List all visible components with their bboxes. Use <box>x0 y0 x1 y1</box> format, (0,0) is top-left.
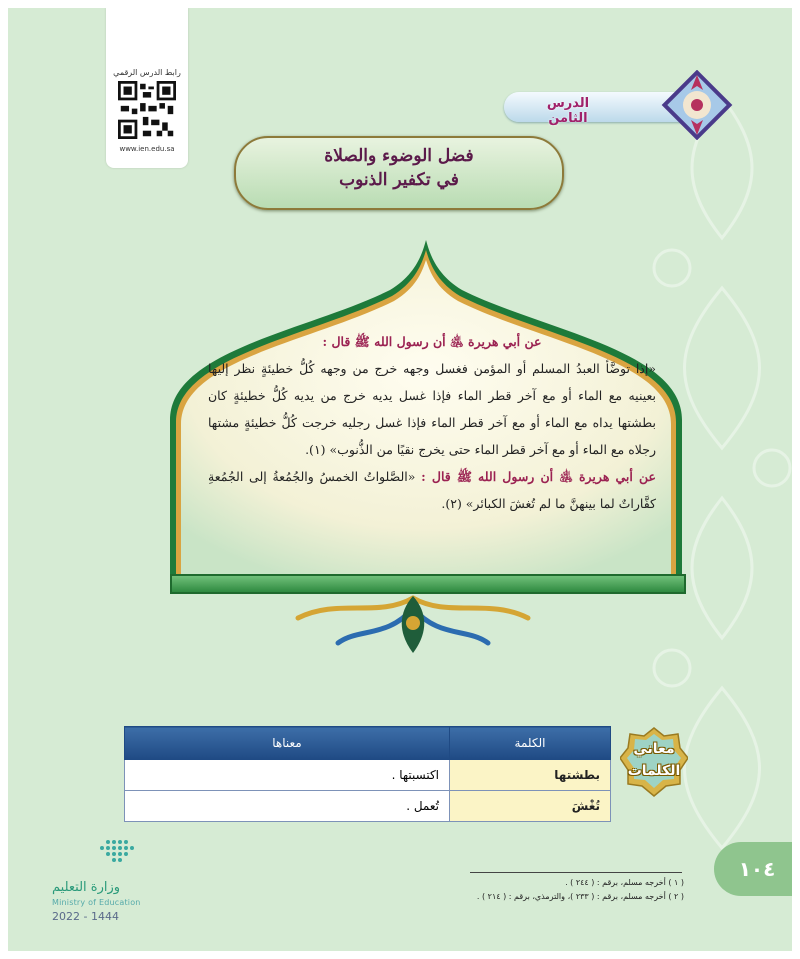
qr-block[interactable] <box>106 8 188 168</box>
vocab-word: بطشتها <box>450 760 611 791</box>
floral-ornament-icon <box>278 588 548 658</box>
hadith-text <box>208 328 656 517</box>
vocab-meaning: اكتسبتها . <box>125 760 450 791</box>
footnote-rule <box>470 872 682 873</box>
footnotes <box>398 876 684 904</box>
hadith-text-2: «الصَّلواتُ الخمسُ والجُمُعةُ إلى الجُمُعةِ كفَّاراتٌ لما بينهنَّ ما لم تُغشَ الكبائر» (٢). <box>208 469 656 511</box>
lesson-label: الدرس الثامن <box>546 96 590 126</box>
vocab-meaning: تُعمل . <box>125 791 450 822</box>
page <box>8 8 792 951</box>
ministry-name-en: Ministry of Education <box>52 898 141 907</box>
lesson-emblem-icon <box>658 70 736 140</box>
vocab-table <box>124 726 611 822</box>
header-word: الكلمة <box>450 727 611 760</box>
header-meaning: معناها <box>125 727 450 760</box>
table-row <box>125 760 611 791</box>
vocab-badge-line1: معاني <box>633 741 675 757</box>
hadith-text-1: «إذا توضَّأ العبدُ المسلم أو المؤمن فغسل وجهه خرج من وجهه كُلُّ خطيئةٍ نظر إليها بعينيه مع الماء أو مع آخر قطر الماء فإذا غسل يديه خرج من يديه كُلُّ خطيئةٍ كان بطشتها يداه مع الماء أو مع آخر قطر الماء فإذا غسل رجليه خرجت كُلُّ خطيئةٍ مشتها رجلاه مع الماء أو مع آخر قطر الماء حتى يخرج نقيًا من الذُّنوب» (١). <box>208 361 656 457</box>
vocab-table-header <box>125 727 611 760</box>
hadith-narrator-2: عن أبي هريرة ﵁ أن رسول الله ﷺ قال : <box>421 469 656 484</box>
ministry-name-ar: وزارة التعليم <box>52 880 121 895</box>
vocab-badge-label <box>620 738 688 782</box>
vocab-badge-line2: الكلمات <box>627 763 681 779</box>
hadith-narrator-1: عن أبي هريرة ﵁ أن رسول الله ﷺ قال : <box>322 334 542 349</box>
footnote-2: ( ٢ ) أخرجه مسلم، برقم : ( ٢٣٣ )، والترمذي، برقم : ( ٢١٤ ) . <box>476 892 684 901</box>
qr-label: رابط الدرس الرقمي <box>113 68 181 77</box>
ministry-year: 2022 - 1444 <box>52 910 119 923</box>
lesson-title-line1: فضل الوضوء والصلاة <box>324 146 474 166</box>
qr-code-icon[interactable] <box>118 81 176 139</box>
vocab-word: تُغْشَ <box>450 791 611 822</box>
table-row <box>125 791 611 822</box>
qr-url: www.ien.edu.sa <box>119 145 175 153</box>
page-number: ١٠٤ <box>714 842 792 896</box>
lesson-title-line2: في تكفير الذنوب <box>339 170 459 190</box>
footnote-1: ( ١ ) أخرجه مسلم، برقم : ( ٢٤٤ ) . <box>565 878 684 887</box>
lesson-title <box>244 144 554 192</box>
